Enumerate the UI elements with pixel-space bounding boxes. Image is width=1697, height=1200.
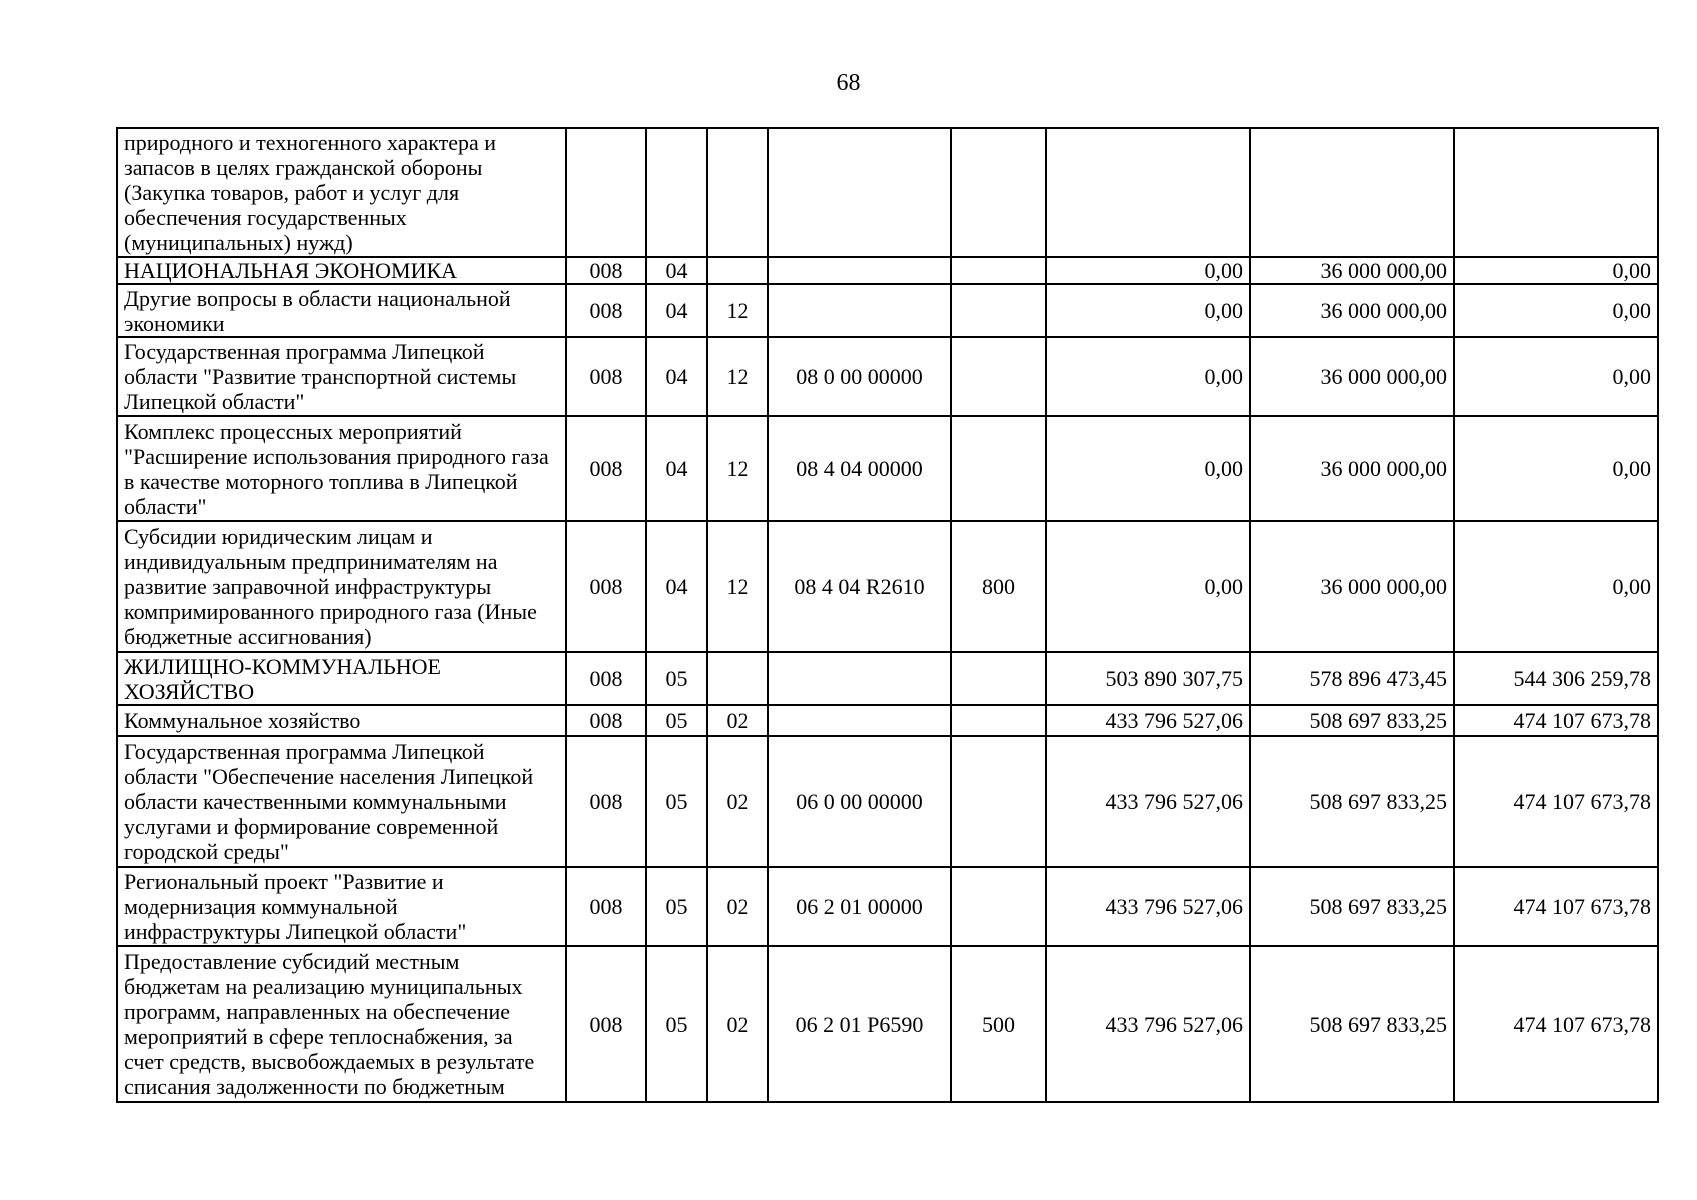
grbs-code-cell: 008 xyxy=(566,257,646,284)
grbs-code-cell xyxy=(566,128,646,257)
item-name-cell: Коммунальное хозяйство xyxy=(117,705,566,736)
subsection-code-cell: 02 xyxy=(707,736,768,867)
amount-year2-cell: 578 896 473,45 xyxy=(1250,652,1454,705)
grbs-code-cell: 008 xyxy=(566,705,646,736)
amount-year3-cell: 474 107 673,78 xyxy=(1454,946,1658,1102)
subsection-code-cell: 02 xyxy=(707,946,768,1102)
table-row xyxy=(117,284,1658,337)
budget-table xyxy=(116,127,1659,1103)
subsection-code-cell: 12 xyxy=(707,284,768,337)
amount-year1-cell: 0,00 xyxy=(1046,521,1250,652)
item-name-cell: Государственная программа Липецкой области "Развитие транспортной системы Липецкой области" xyxy=(117,337,566,416)
table-row xyxy=(117,128,1658,257)
amount-year2-cell: 36 000 000,00 xyxy=(1250,521,1454,652)
expense-type-cell xyxy=(951,736,1046,867)
table-body xyxy=(117,128,1658,1102)
grbs-code-cell: 008 xyxy=(566,946,646,1102)
amount-year1-cell: 433 796 527,06 xyxy=(1046,867,1250,946)
amount-year3-cell: 544 306 259,78 xyxy=(1454,652,1658,705)
amount-year1-cell: 0,00 xyxy=(1046,257,1250,284)
table-row xyxy=(117,867,1658,946)
section-code-cell: 04 xyxy=(646,257,707,284)
item-name-cell: Предоставление субсидий местным бюджетам на реализацию муниципальных программ, направленных на обеспечение мероприятий в сфере теплоснабжения, за счет средств, высвобождаемых в результате списания задолженности по бюджетным xyxy=(117,946,566,1102)
amount-year3-cell: 0,00 xyxy=(1454,284,1658,337)
expense-type-cell xyxy=(951,705,1046,736)
subsection-code-cell: 12 xyxy=(707,337,768,416)
expense-type-cell xyxy=(951,416,1046,521)
amount-year1-cell: 0,00 xyxy=(1046,284,1250,337)
expense-type-cell xyxy=(951,257,1046,284)
target-article-cell xyxy=(768,284,951,337)
table-row xyxy=(117,521,1658,652)
grbs-code-cell: 008 xyxy=(566,652,646,705)
section-code-cell: 05 xyxy=(646,867,707,946)
section-code-cell xyxy=(646,128,707,257)
table-row xyxy=(117,257,1658,284)
expense-type-cell xyxy=(951,128,1046,257)
grbs-code-cell: 008 xyxy=(566,416,646,521)
amount-year3-cell: 474 107 673,78 xyxy=(1454,867,1658,946)
target-article-cell: 08 0 00 00000 xyxy=(768,337,951,416)
grbs-code-cell: 008 xyxy=(566,521,646,652)
subsection-code-cell: 02 xyxy=(707,705,768,736)
amount-year2-cell: 36 000 000,00 xyxy=(1250,257,1454,284)
section-code-cell: 05 xyxy=(646,705,707,736)
amount-year3-cell: 0,00 xyxy=(1454,257,1658,284)
table-row xyxy=(117,705,1658,736)
item-name-cell: НАЦИОНАЛЬНАЯ ЭКОНОМИКА xyxy=(117,257,566,284)
target-article-cell: 08 4 04 00000 xyxy=(768,416,951,521)
table-row xyxy=(117,736,1658,867)
target-article-cell xyxy=(768,705,951,736)
table-row xyxy=(117,946,1658,1102)
section-code-cell: 04 xyxy=(646,416,707,521)
amount-year1-cell: 0,00 xyxy=(1046,416,1250,521)
item-name-cell: Субсидии юридическим лицам и индивидуальным предпринимателям на развитие заправочной инфраструктуры компримированного природного газа (Иные бюджетные ассигнования) xyxy=(117,521,566,652)
amount-year1-cell: 433 796 527,06 xyxy=(1046,736,1250,867)
section-code-cell: 05 xyxy=(646,736,707,867)
section-code-cell: 04 xyxy=(646,521,707,652)
subsection-code-cell: 02 xyxy=(707,867,768,946)
expense-type-cell xyxy=(951,284,1046,337)
amount-year3-cell: 0,00 xyxy=(1454,416,1658,521)
target-article-cell: 06 2 01 00000 xyxy=(768,867,951,946)
item-name-cell: Региональный проект "Развитие и модернизация коммунальной инфраструктуры Липецкой области" xyxy=(117,867,566,946)
item-name-cell: Государственная программа Липецкой области "Обеспечение населения Липецкой области качественными коммунальными услугами и формирование современной городской среды" xyxy=(117,736,566,867)
page-number: 68 xyxy=(836,70,861,96)
grbs-code-cell: 008 xyxy=(566,337,646,416)
section-code-cell: 04 xyxy=(646,284,707,337)
amount-year2-cell: 508 697 833,25 xyxy=(1250,867,1454,946)
subsection-code-cell xyxy=(707,257,768,284)
target-article-cell: 08 4 04 R2610 xyxy=(768,521,951,652)
amount-year3-cell: 0,00 xyxy=(1454,521,1658,652)
amount-year2-cell: 508 697 833,25 xyxy=(1250,705,1454,736)
target-article-cell: 06 2 01 P6590 xyxy=(768,946,951,1102)
table-row xyxy=(117,337,1658,416)
section-code-cell: 05 xyxy=(646,652,707,705)
amount-year3-cell: 474 107 673,78 xyxy=(1454,705,1658,736)
amount-year2-cell: 508 697 833,25 xyxy=(1250,736,1454,867)
item-name-cell: ЖИЛИЩНО-КОММУНАЛЬНОЕ ХОЗЯЙСТВО xyxy=(117,652,566,705)
grbs-code-cell: 008 xyxy=(566,284,646,337)
target-article-cell xyxy=(768,652,951,705)
amount-year2-cell: 36 000 000,00 xyxy=(1250,284,1454,337)
amount-year1-cell: 433 796 527,06 xyxy=(1046,946,1250,1102)
subsection-code-cell xyxy=(707,128,768,257)
subsection-code-cell xyxy=(707,652,768,705)
item-name-cell: природного и техногенного характера и запасов в целях гражданской обороны (Закупка товаров, работ и услуг для обеспечения государственных (муниципальных) нужд) xyxy=(117,128,566,257)
amount-year3-cell xyxy=(1454,128,1658,257)
item-name-cell: Другие вопросы в области национальной экономики xyxy=(117,284,566,337)
expense-type-cell: 800 xyxy=(951,521,1046,652)
expense-type-cell xyxy=(951,867,1046,946)
section-code-cell: 05 xyxy=(646,946,707,1102)
expense-type-cell: 500 xyxy=(951,946,1046,1102)
grbs-code-cell: 008 xyxy=(566,867,646,946)
expense-type-cell xyxy=(951,337,1046,416)
amount-year1-cell: 503 890 307,75 xyxy=(1046,652,1250,705)
target-article-cell xyxy=(768,128,951,257)
amount-year1-cell: 0,00 xyxy=(1046,337,1250,416)
amount-year2-cell xyxy=(1250,128,1454,257)
amount-year3-cell: 474 107 673,78 xyxy=(1454,736,1658,867)
section-code-cell: 04 xyxy=(646,337,707,416)
grbs-code-cell: 008 xyxy=(566,736,646,867)
amount-year1-cell xyxy=(1046,128,1250,257)
expense-type-cell xyxy=(951,652,1046,705)
subsection-code-cell: 12 xyxy=(707,416,768,521)
amount-year2-cell: 508 697 833,25 xyxy=(1250,946,1454,1102)
amount-year3-cell: 0,00 xyxy=(1454,337,1658,416)
amount-year1-cell: 433 796 527,06 xyxy=(1046,705,1250,736)
table-row xyxy=(117,652,1658,705)
item-name-cell: Комплекс процессных мероприятий "Расширение использования природного газа в качестве моторного топлива в Липецкой области" xyxy=(117,416,566,521)
amount-year2-cell: 36 000 000,00 xyxy=(1250,416,1454,521)
subsection-code-cell: 12 xyxy=(707,521,768,652)
target-article-cell: 06 0 00 00000 xyxy=(768,736,951,867)
amount-year2-cell: 36 000 000,00 xyxy=(1250,337,1454,416)
target-article-cell xyxy=(768,257,951,284)
table-row xyxy=(117,416,1658,521)
